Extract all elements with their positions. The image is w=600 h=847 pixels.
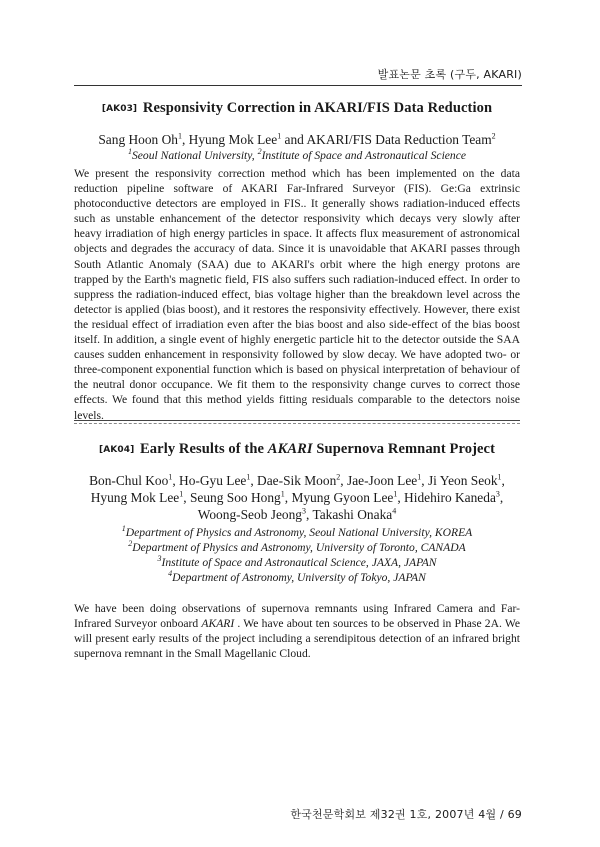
author: Jae-Joon Lee	[346, 473, 418, 488]
author: Takashi Onaka	[312, 507, 393, 522]
abstract-ak03	[74, 100, 520, 423]
affiliation: $^1$Department of Physics and Astronomy, Seoul National University, KOREA	[121, 524, 473, 539]
author: Dae-Sik Moon	[257, 473, 337, 488]
affiliation: $^2$Department of Physics and Astronomy, University of Toronto, CANADA	[128, 539, 466, 554]
abstract-code: [AK03]	[101, 104, 138, 114]
abstract-code: [AK04]	[99, 445, 135, 455]
author: AKARI/FIS Data Reduction Team	[306, 132, 492, 147]
author: Ji Yeon Seok	[427, 473, 498, 488]
author: Ho-Gyu Lee	[179, 473, 247, 488]
affiliation: Seoul National University,	[131, 149, 258, 162]
abstract-title-text: Responsivity Correction in AKARI/FIS Data Reduction	[142, 100, 493, 116]
running-header: 발표논문 초록 (구두, AKARI)	[74, 66, 522, 86]
affiliation: $^3$Institute of Space and Astronautical Science, JAXA, JAPAN	[157, 554, 437, 569]
abstract-body: We have been doing observations of supernova remnants using Infrared Camera and Far-Infrared Surveyor onboard AKARI . We have about ten sources to be observed in Phase 2A. We will present early results of the project including a serendipitous detection of an infrared bright supernova remnant in the Small Magellanic Cloud.	[74, 602, 520, 661]
affiliation-line: $^1$Seoul National University, $^2$Institute of Space and Astronautical Science	[127, 147, 467, 162]
section-divider	[74, 420, 520, 421]
page-footer-citation: 한국천문학회보 제32권 1호, 2007년 4월 / 69	[290, 808, 522, 821]
abstract-title: [AK04] Early Results of the AKARI Supernova Remnant Project	[99, 441, 495, 457]
author: Woong-Seob Jeong	[197, 507, 302, 522]
abstract-title	[74, 100, 520, 117]
affiliation-list	[74, 525, 520, 585]
author-list: Sang Hoon Oh$^1$, Hyung Mok Lee$^1$ and AKARI/FIS Data Reduction Team$^2$	[98, 131, 496, 147]
author: Hidehiro Kaneda	[404, 490, 496, 505]
author: Hyung Mok Lee	[188, 132, 278, 147]
author: Seung Soo Hong	[189, 490, 281, 505]
author: Sang Hoon Oh	[98, 132, 178, 147]
affiliation: Institute of Space and Astronautical Science	[261, 149, 467, 162]
section-divider	[74, 423, 520, 424]
affiliation: $^4$Department of Astronomy, University of Tokyo, JAPAN	[168, 569, 426, 584]
abstract-ak04	[74, 441, 520, 661]
author: Hyung Mok Lee	[90, 490, 180, 505]
abstract-body: We present the responsivity correction method which has been implemented on the data reduction pipeline software of AKARI Far-Infrared Surveyor (FIS). Ge:Ga extrinsic photoconductive detectors are employed in FIS.. It generally shows radiation-induced effects such as unstable enhancement of the detector responsivity which decays very slowly after heavy irradiation of high energy particles in space. It affects flux measurement of astronomical objects and degrades the accuracy of data. Since it is unavoidable that AKARI passes through South Atlantic Anomaly (SAA) due to AKARI's orbit where the high energy protons are trapped by the Earth's magnetic field, FIS also suffers such radiation-induced effect. In order to suppress the radiation-induced effect, bias voltage higher than the breakdown level across the detector is applied (bias boost), and it restores the responsivity effectively. However, there exist the residual effect of irradiation even after the bias boost and also side-effect of the bias boost itself. In addition, a single event of highly energetic particle hit to the detector outside the SAA causes sudden enhancement in responsivity followed by slow decay. We have adopted two- or three-component exponential function which is based on physical interpretation of behaviour of the neutral donor occupance. We fit them to the responsivity change curves to correct those effects. We found that this method yields fitting residuals comparable to the detectors noise levels.	[74, 167, 520, 422]
author-list: Bon-Chul Koo$^1$, Ho-Gyu Lee$^1$, Dae-Sik Moon$^2$, Jae-Joon Lee$^1$, Ji Yeon Seok$^1$, Hyung Mok Lee$^1$, Seung Soo Hong$^1$, Myung Gyoon Lee$^1$, Hidehiro Kaneda$^3$, Woong-Seob Jeong$^3$, Takashi Onaka$^4$	[89, 472, 505, 522]
author: Bon-Chul Koo	[89, 473, 169, 488]
author: Myung Gyoon Lee	[291, 490, 394, 505]
